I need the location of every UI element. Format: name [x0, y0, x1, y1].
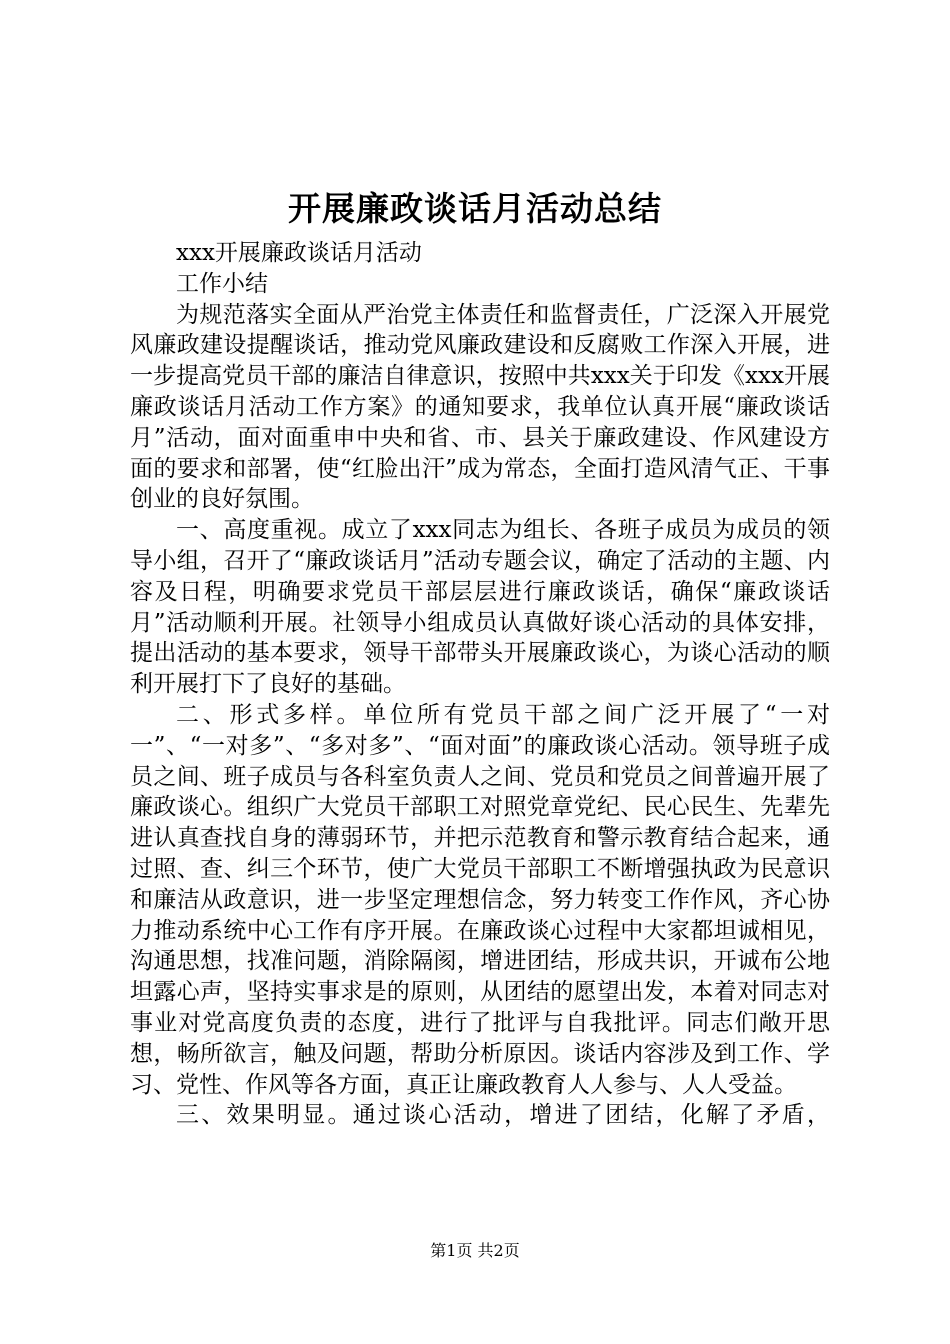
paragraph-section-1: 一、高度重视。成立了xxx同志为组长、各班子成员为成员的领导小组，召开了“廉政谈话月”活动专题会议，确定了活动的主题、内容及日程，明确要求党员干部层层进行廉政谈话，确保“廉政谈话月”活动顺利开展。社领导小组成员认真做好谈心活动的具体安排，提出活动的基本要求，领导干部带头开展廉政谈心，为谈心活动的顺利开展打下了良好的基础。	[130, 517, 830, 698]
subtitle-line-2: 工作小结	[176, 270, 268, 297]
subtitle-line-1: xxx开展廉政谈话月活动	[176, 240, 422, 266]
document-body	[130, 238, 830, 1131]
document-title: 开展廉政谈话月活动总结	[288, 189, 662, 228]
paragraph-section-3: 三、效果明显。通过谈心活动，增进了团结，化解了矛盾，	[176, 1102, 830, 1129]
page-footer	[0, 1240, 950, 1262]
page-indicator: 第1页 共2页	[430, 1241, 520, 1260]
paragraph-intro: 为规范落实全面从严治党主体责任和监督责任，广泛深入开展党风廉政建设提醒谈话，推动党风廉政建设和反腐败工作深入开展，进一步提高党员干部的廉洁自律意识，按照中共xxx关于印发《xxx开展廉政谈话月活动工作方案》的通知要求，我单位认真开展“廉政谈话月”活动，面对面重申中央和省、市、县关于廉政建设、作风建设方面的要求和部署，使“红脸出汗”成为常态，全面打造风清气正、干事创业的良好氛围。	[130, 301, 830, 513]
paragraph-section-2: 二、形式多样。单位所有党员干部之间广泛开展了“一对一”、“一对多”、“多对多”、“面对面”的廉政谈心活动。领导班子成员之间、班子成员与各科室负责人之间、党员和党员之间普遍开展了廉政谈心。组织广大党员干部职工对照党章党纪、民心民生、先辈先进认真查找自身的薄弱环节，并把示范教育和警示教育结合起来，通过照、查、纠三个环节，使广大党员干部职工不断增强执政为民意识和廉洁从政意识，进一步坚定理想信念，努力转变工作作风，齐心协力推动系统中心工作有序开展。在廉政谈心过程中大家都坦诚相见，沟通思想，找准问题，消除隔阂，增进团结，形成共识，开诚布公地坦露心声，坚持实事求是的原则，从团结的愿望出发，本着对同志对事业对党高度负责的态度，进行了批评与自我批评。同志们敞开思想，畅所欲言，触及问题，帮助分析原因。谈话内容涉及到工作、学习、党性、作风等各方面，真正让廉政教育人人参与、人人受益。	[130, 701, 830, 1098]
